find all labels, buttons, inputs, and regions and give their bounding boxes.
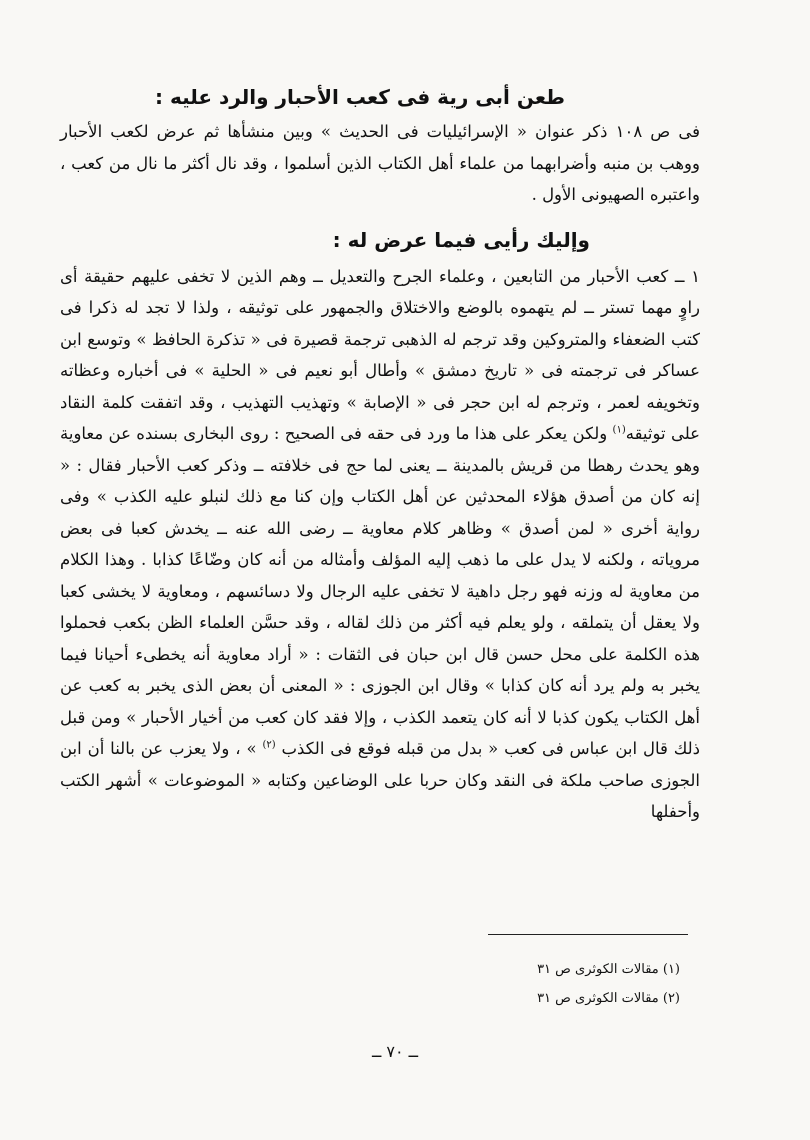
main-text-part-2: ولكن يعكر على هذا ما ورد فى حقه فى الصحيح : روى البخارى بسنده عن معاوية وهو يحدث رهطا من قريش بالمدينة ــ يعنى لما حج فى خلافته ــ وذكر كعب الأحبار فقال : « إنه كان من أصدق هؤلاء المحدثين عن أهل الكتاب وإن كنا مع ذلك لنبلو عليه الكذب » وفى رواية أخرى « لمن أصدق » وظاهر كلام معاوية ــ رضى الله عنه ــ يخدش كعبا فى بعض مروياته ، ولكنه لا يدل على ما ذهب إليه المؤلف وأمثاله من أنه كان وضّاعًا كذابا . وهذا الكلام من معاوية له وزنه فهو رجل داهية لا تخفى عليه الرجال ولا دسائسهم ، ومعاوية لا يخشى كعبا ولا يعقل أن يتملقه ، ولو يعلم فيه أكثر من ذلك لقاله ، وقد حسَّن العلماء الظن بكعب فحملوا هذه الكلمة على محل حسن قال ابن حبان فى الثقات : « أراد معاوية أنه يخطىء أحيانا فيما يخبر به ولم يرد أنه كان كذابا » وقال ابن الجوزى : « المعنى أن بعض الذى يخبر به كعب عن أهل الكتاب يكون كذبا لا أنه كان يتعمد الكذب ، وإلا فقد كان كعب من أخيار الأحبار » ومن قبل ذلك قال ابن عباس فى كعب « بدل من قبله فوقع فى الكذب: [60, 424, 701, 758]
footnotes: [380, 955, 680, 1013]
section-title-response: وإليك رأيى فيما عرض له :: [332, 227, 590, 252]
page-number: ــ ٧٠ ــ: [371, 1042, 419, 1061]
intro-paragraph: فى ص ١٠٨ ذكر عنوان « الإسرائيليات فى الحديث » وبين منشأها ثم عرض لكعب الأحبار ووهب بن منبه وأضرابهما من علماء أهل الكتاب الذين أسلموا ، وقد نال أكثر ما نال من كعب ، واعتبره الصهيونى الأول .: [60, 122, 700, 204]
main-text-part-1: ١ ــ كعب الأحبار من التابعين ، وعلماء الجرح والتعديل ــ وهم الذين لا تخفى عليهم حقيقة أى راوٍ مهما تستر ــ لم يتهموه بالوضع والاختلاق والجمهور على توثيقه ، ولذا لا تجد له ذكرا فى كتب الضعفاء والمتروكين وقد ترجم له الذهبى ترجمة قصيرة فى « تذكرة الحافظ » وتوسع ابن عساكر فى ترجمته فى « تاريخ دمشق » وأطال أبو نعيم فى « الحلية » فى أخباره وعظاته وتخويفه لعمر ، وترجم له ابن حجر فى « الإصابة » وتهذيب التهذيب ، وقد اتفقت كلمة النقاد على توثيقه: [60, 266, 701, 443]
main-paragraph: [60, 261, 700, 828]
footnote-ref-1[interactable]: (١): [612, 424, 626, 436]
footnote-2: (٢) مقالات الكوثرى ص ٣١: [537, 991, 680, 1006]
section-title-criticism: طعن أبى رية فى كعب الأحبار والرد عليه :: [155, 85, 565, 109]
footnote-divider: [488, 934, 688, 935]
footnote-1: (١) مقالات الكوثرى ص ٣١: [537, 962, 680, 977]
footnote-ref-2[interactable]: (٢): [262, 739, 276, 751]
page-body: [60, 80, 700, 828]
main-text-part-3: » ، ولا يعزب عن بالنا أن ابن الجوزى صاحب ملكة فى النقد وكان حربا على الوضاعين وكتابه « الموضوعات » أشهر الكتب وأحفلها: [60, 739, 700, 821]
